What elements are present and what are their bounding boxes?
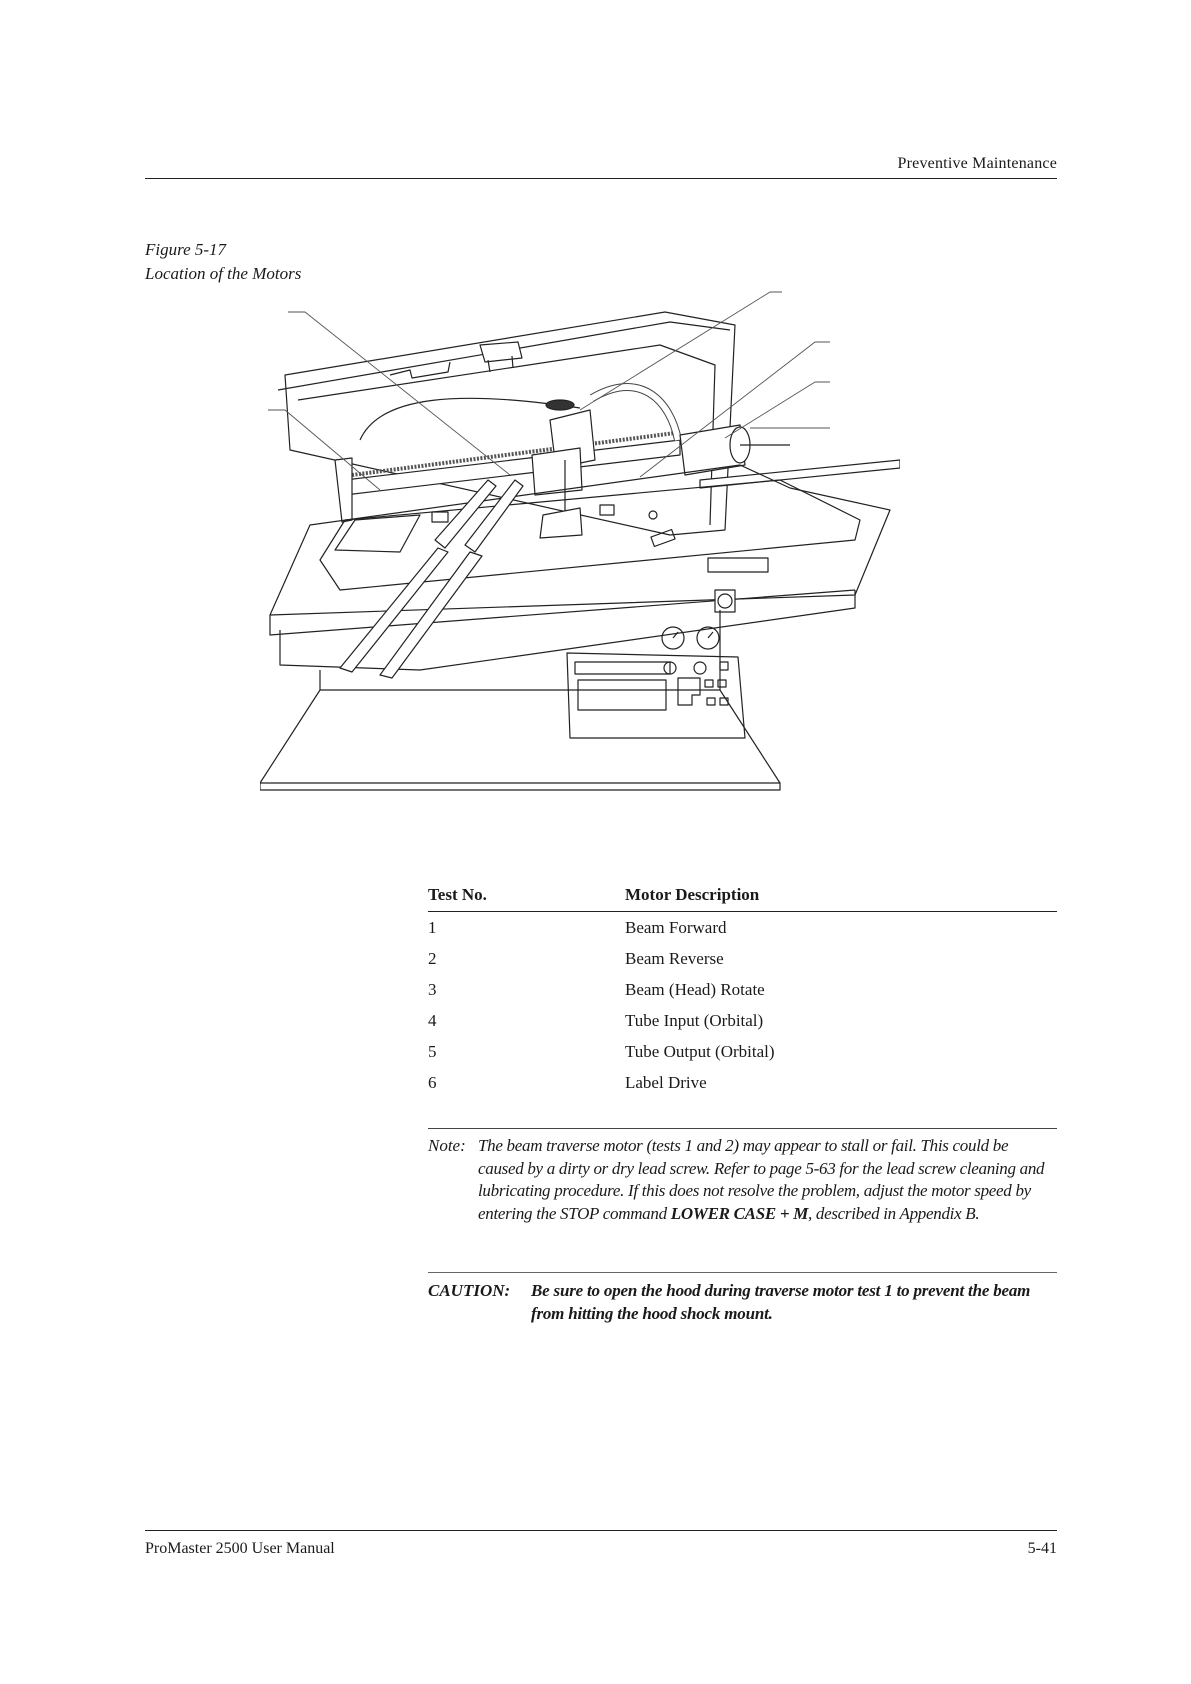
right-motor — [680, 425, 900, 488]
motor-description: Beam (Head) Rotate — [625, 979, 765, 999]
test-number: 4 — [428, 1010, 437, 1030]
note-label: Note: — [428, 1136, 466, 1155]
caution-label: CAUTION: — [428, 1281, 511, 1300]
footer-page-number: 5-41 — [1027, 1540, 1057, 1557]
figure-title: Location of the Motors — [145, 264, 302, 283]
table-row — [428, 1005, 1057, 1036]
table-row — [428, 1036, 1057, 1067]
test-number: 5 — [428, 1041, 437, 1061]
test-number: 3 — [428, 979, 437, 999]
note-text-body: The beam traverse motor (tests 1 and 2) may appear to stall or fail. This could be caused by a dirty or dry lead screw. Refer to page 5-63 for the lead screw cleaning and lubricating procedure. If this does not resolve the problem, adjust the motor speed by entering the STOP command — [478, 1136, 1045, 1223]
motor-description: Beam Forward — [625, 917, 727, 937]
cabinet — [260, 610, 780, 790]
footer-rule — [145, 1530, 1057, 1531]
test-number: 6 — [428, 1072, 437, 1092]
test-number: 2 — [428, 948, 437, 968]
note-command: LOWER CASE + M — [670, 1203, 809, 1223]
caution — [428, 1272, 1057, 1325]
motor-description: Beam Reverse — [625, 948, 724, 968]
table-header — [428, 883, 1057, 912]
motor-location-illustration — [260, 290, 900, 810]
footer-manual-title: ProMaster 2500 User Manual — [145, 1540, 335, 1557]
header-test-no: Test No. — [428, 885, 487, 904]
figure-number: Figure 5-17 — [145, 240, 227, 259]
table-row — [428, 912, 1057, 943]
note — [428, 1128, 1057, 1225]
motor-description: Tube Input (Orbital) — [625, 1010, 764, 1030]
table-row — [428, 943, 1057, 974]
running-header-title: Preventive Maintenance — [897, 155, 1057, 172]
header-motor-description: Motor Description — [625, 885, 760, 904]
figure-caption — [145, 238, 301, 286]
table-row — [428, 1067, 1057, 1098]
note-text — [478, 1135, 1057, 1225]
test-number: 1 — [428, 917, 437, 937]
table-row — [428, 974, 1057, 1005]
header-rule — [145, 178, 1057, 179]
tube-guides — [340, 480, 523, 678]
note-text-tail: , described in Appendix B. — [808, 1203, 980, 1223]
motor-test-table — [428, 883, 1057, 1098]
control-panel — [567, 653, 745, 738]
motor-description: Label Drive — [625, 1072, 707, 1092]
motor-description: Tube Output (Orbital) — [625, 1041, 775, 1061]
caution-text: Be sure to open the hood during traverse motor test 1 to prevent the beam from hitting the hood shock mount. — [531, 1281, 1031, 1323]
